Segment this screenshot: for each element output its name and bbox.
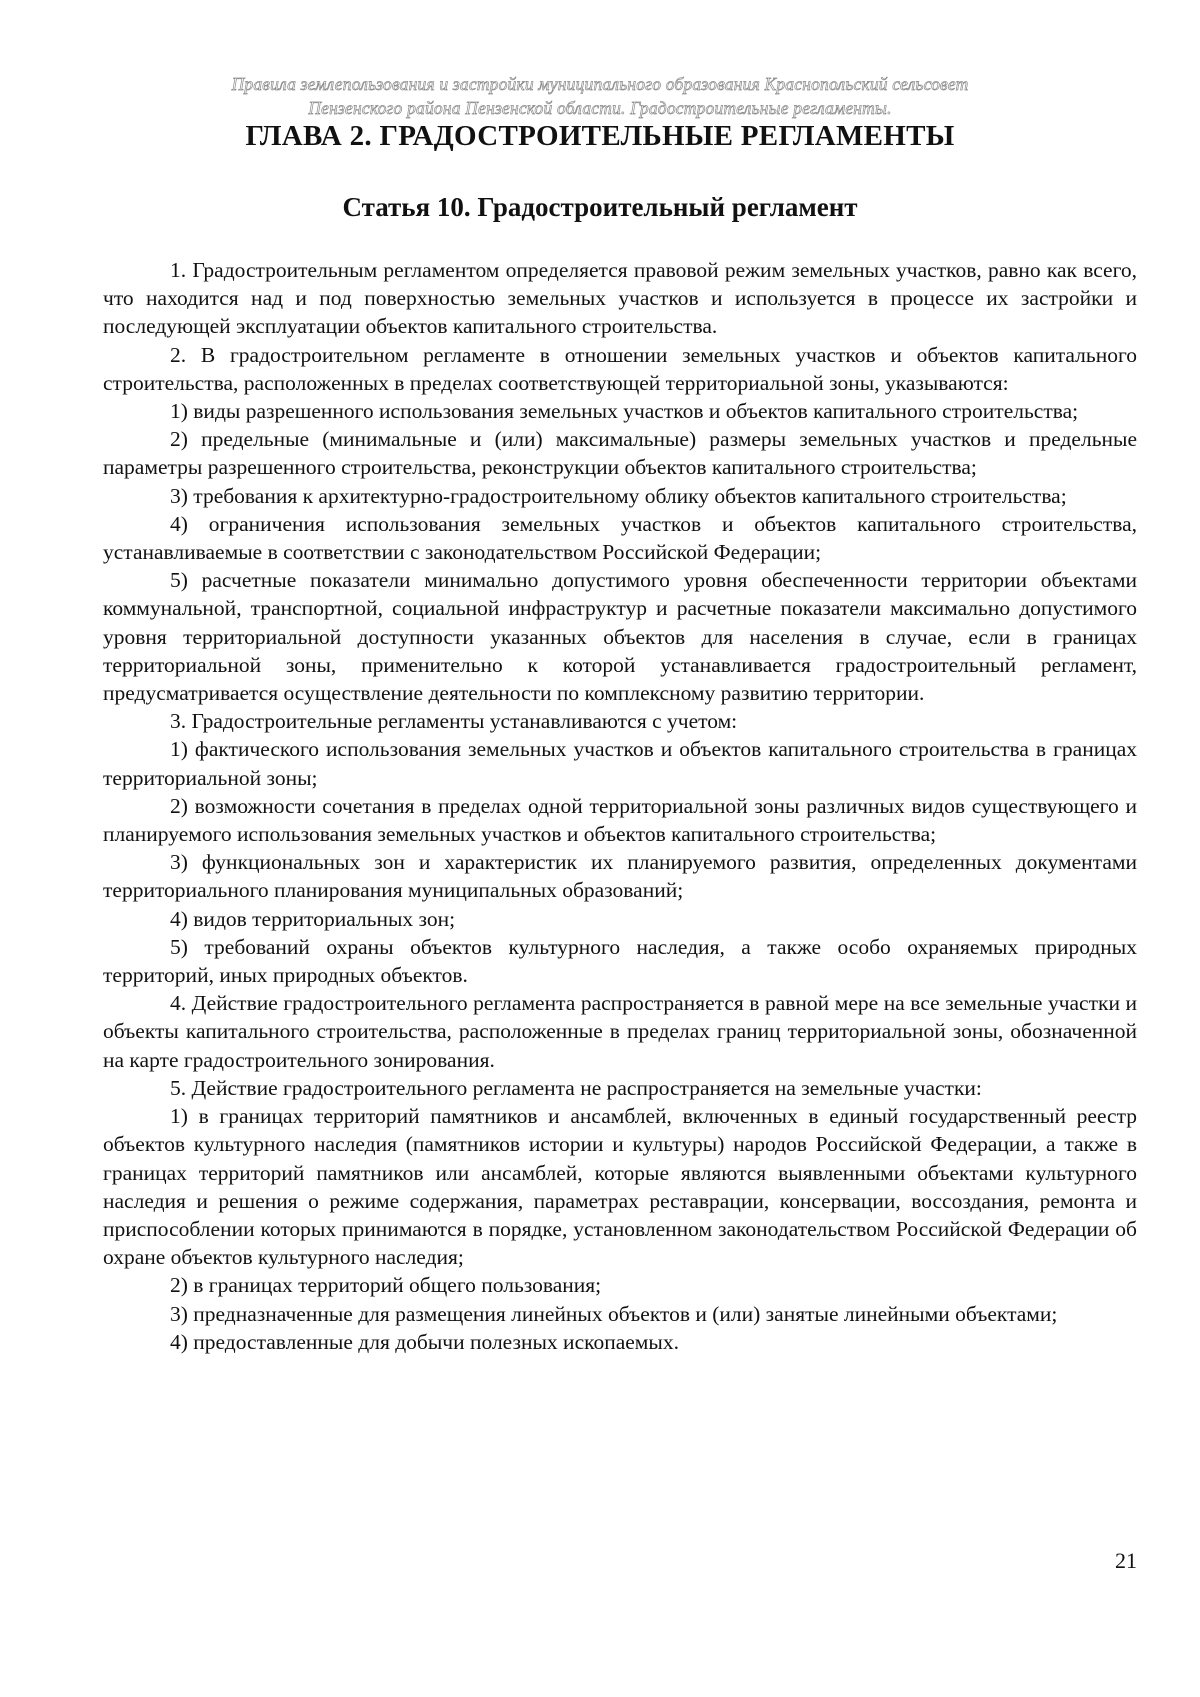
paragraph: 3. Градостроительные регламенты устанавливаются с учетом:: [170, 709, 738, 734]
chapter-title: ГЛАВА 2. ГРАДОСТРОИТЕЛЬНЫЕ РЕГЛАМЕНТЫ: [245, 120, 955, 152]
list-item: 3) требования к архитектурно-градостроительному облику объектов капитального строительства;: [170, 483, 1067, 508]
list-item: 1) виды разрешенного использования земельных участков и объектов капитального строительства;: [170, 399, 1079, 424]
page-number: 21: [1115, 1548, 1137, 1573]
list-item: 1) фактического использования земельных участков и объектов капитального строительства в границах территориальной зоны;: [103, 737, 1137, 790]
list-item: 5) требований охраны объектов культурного наследия, а также особо охраняемых природных территорий, иных природных объектов.: [103, 934, 1137, 988]
article-title: Статья 10. Градостроительный регламент: [342, 192, 858, 222]
list-item: 3) предназначенные для размещения линейных объектов и (или) занятые линейными объектами;: [170, 1301, 1058, 1326]
running-header: [100, 72, 1100, 120]
list-item: 4) предоставленные для добычи полезных ископаемых.: [170, 1329, 679, 1354]
running-header-line-1: Правила землепользования и застройки муниципального образования Краснопольский сельсовет: [231, 74, 969, 94]
paragraph: 5. Действие градостроительного регламента не распространяется на земельные участки:: [170, 1075, 982, 1100]
list-item: 2) предельные (минимальные и (или) максимальные) размеры земельных участков и предельные параметры разрешенного строительства, реконструкции объектов капитального строительства;: [103, 427, 1137, 480]
list-item: 2) в границах территорий общего пользования;: [170, 1273, 602, 1298]
list-item: 2) возможности сочетания в пределах одной территориальной зоны различных видов существующего и планируемого использования земельных участков и объектов капитального строительства;: [103, 793, 1137, 847]
list-item: 1) в границах территорий памятников и ансамблей, включенных в единый государственный реестр объектов культурного наследия (памятников истории и культуры) народов Российской Федерации, а также в границах территорий памятников или ансамблей, которые являются выявленными объектами культурного наследия и решения о режиме содержания, параметрах реставрации, консервации, воссоздания, ремонта и приспособлении которых принимаются в порядке, установленном законодательством Российской Федерации об охране объектов культурного наследия;: [103, 1104, 1137, 1270]
list-item: 3) функциональных зон и характеристик их планируемого развития, определенных документами территориального планирования муниципальных образований;: [103, 850, 1137, 903]
list-item: 4) видов территориальных зон;: [170, 906, 456, 931]
list-item: 4) ограничения использования земельных участков и объектов капитального строительства, устанавливаемые в соответствии с законодательством Российской Федерации;: [103, 511, 1137, 565]
paragraph: 4. Действие градостроительного регламента распространяется в равной мере на все земельные участки и объекты капитального строительства, расположенные в пределах границ территориальной зоны, обозначенной на карте градостроительного зонирования.: [103, 991, 1137, 1072]
running-header-line-2: Пензенского района Пензенской области. Градостроительные регламенты.: [308, 98, 892, 118]
paragraph: 1. Градостроительным регламентом определяется правовой режим земельных участков, равно как всего, что находится над и под поверхностью земельных участков и используется в процессе их застройки и последующей эксплуатации объектов капитального строительства.: [103, 258, 1137, 339]
paragraph: 2. В градостроительном регламенте в отношении земельных участков и объектов капитального строительства, расположенных в пределах соответствующей территориальной зоны, указываются:: [103, 342, 1137, 395]
list-item: 5) расчетные показатели минимально допустимого уровня обеспеченности территории объектами коммунальной, транспортной, социальной инфраструктур и расчетные показатели максимально допустимого уровня территориальной доступности указанных объектов для населения в случае, если в границах территориальной зоны, применительно к которой устанавливается градостроительный регламент, предусматривается осуществление деятельности по комплексному развитию территории.: [103, 568, 1137, 706]
article-body: [103, 256, 1137, 1356]
